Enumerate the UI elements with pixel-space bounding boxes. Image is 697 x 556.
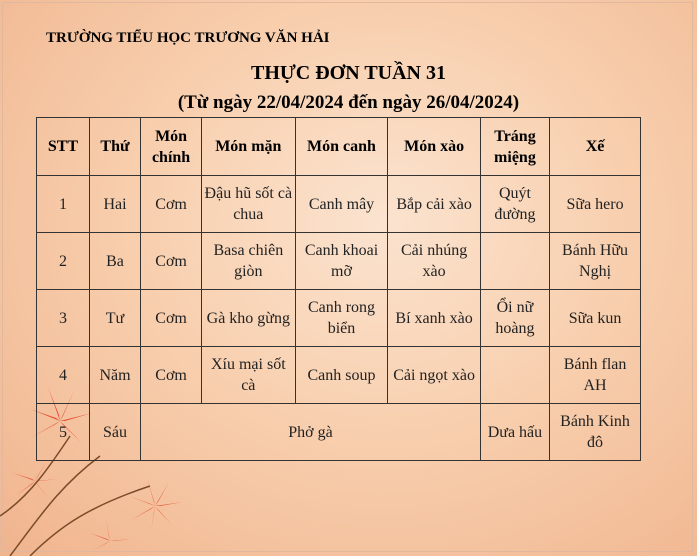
cell-soup: Canh mây bbox=[295, 176, 388, 233]
cell-snack: Sữa kun bbox=[550, 290, 641, 347]
cell-soup: Canh rong biển bbox=[295, 290, 388, 347]
cell-day: Năm bbox=[89, 347, 140, 404]
header-main-dish: Món chính bbox=[141, 118, 202, 176]
cell-savory-dish: Basa chiên giòn bbox=[202, 233, 296, 290]
cell-dessert: Dưa hấu bbox=[480, 404, 549, 461]
cell-stt: 4 bbox=[37, 347, 90, 404]
table-row bbox=[37, 290, 641, 347]
cell-main-dish: Cơm bbox=[141, 290, 202, 347]
date-range: (Từ ngày 22/04/2024 đến ngày 26/04/2024) bbox=[177, 92, 520, 113]
header-stir-fry: Món xào bbox=[388, 118, 480, 176]
header-day: Thứ bbox=[89, 118, 140, 176]
header-snack: Xế bbox=[550, 118, 641, 176]
header-row bbox=[37, 118, 641, 176]
cell-stt: 5 bbox=[37, 404, 90, 461]
header-soup: Món canh bbox=[295, 118, 388, 176]
cell-soup: Canh soup bbox=[295, 347, 388, 404]
cell-snack: Bánh Kinh đô bbox=[550, 404, 641, 461]
cell-savory-dish: Gà kho gừng bbox=[202, 290, 296, 347]
cell-stir-fry: Cải ngọt xào bbox=[388, 347, 480, 404]
cell-stt: 3 bbox=[37, 290, 90, 347]
header-stt: STT bbox=[37, 118, 90, 176]
cell-dessert: Quýt đường bbox=[480, 176, 549, 233]
cell-stir-fry: Bắp cải xào bbox=[388, 176, 480, 233]
cell-snack: Bánh Hữu Nghị bbox=[550, 233, 641, 290]
school-name: TRƯỜNG TIỂU HỌC TRƯƠNG VĂN HẢI bbox=[46, 30, 330, 46]
cell-savory-dish: Đậu hũ sốt cà chua bbox=[202, 176, 296, 233]
table-row bbox=[37, 176, 641, 233]
cell-main-dish: Cơm bbox=[141, 176, 202, 233]
menu-title: THỰC ĐƠN TUẦN 31 bbox=[250, 62, 446, 84]
cell-snack: Sữa hero bbox=[550, 176, 641, 233]
cell-stt: 2 bbox=[37, 233, 90, 290]
cell-day: Hai bbox=[89, 176, 140, 233]
cell-stir-fry: Bí xanh xào bbox=[388, 290, 480, 347]
table-row bbox=[37, 233, 641, 290]
cell-dessert bbox=[480, 347, 549, 404]
cell-snack: Bánh flan AH bbox=[550, 347, 641, 404]
cell-merged-menu: Phở gà bbox=[141, 404, 481, 461]
menu-table bbox=[36, 117, 641, 461]
cell-savory-dish: Xíu mại sốt cà bbox=[202, 347, 296, 404]
cell-day: Tư bbox=[89, 290, 140, 347]
cell-soup: Canh khoai mỡ bbox=[295, 233, 388, 290]
table-row bbox=[37, 404, 641, 461]
cell-main-dish: Cơm bbox=[141, 233, 202, 290]
cell-stir-fry: Cải nhúng xào bbox=[388, 233, 480, 290]
cell-stt: 1 bbox=[37, 176, 90, 233]
header-savory-dish: Món mặn bbox=[202, 118, 296, 176]
cell-dessert: Ổi nữ hoàng bbox=[480, 290, 549, 347]
header-dessert: Tráng miệng bbox=[480, 118, 549, 176]
cell-main-dish: Cơm bbox=[141, 347, 202, 404]
cell-day: Ba bbox=[89, 233, 140, 290]
table-row bbox=[37, 347, 641, 404]
cell-dessert bbox=[480, 233, 549, 290]
cell-day: Sáu bbox=[89, 404, 140, 461]
